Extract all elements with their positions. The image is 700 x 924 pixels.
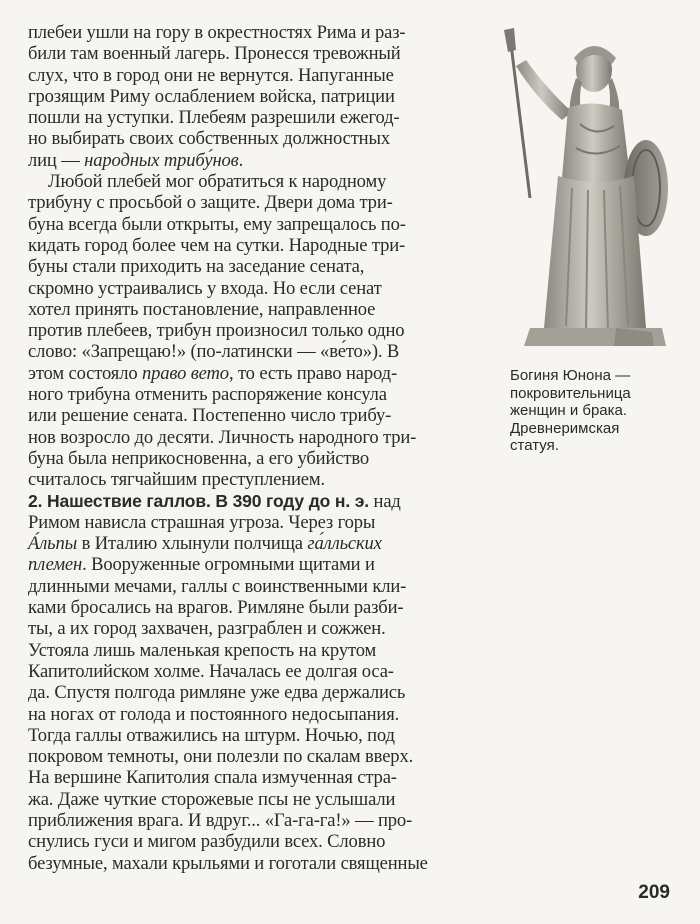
text-fragment: . Вооруженные огромными щитами и xyxy=(82,554,375,576)
text-line: ты, а их город захвачен, разграблен и сожжен. xyxy=(28,618,386,640)
caption-line: Богиня Юнона — xyxy=(510,367,631,384)
text-line: на ногах от голода и постоянного недосыпания. xyxy=(28,703,400,725)
text-line xyxy=(28,554,490,575)
text-line: На вершине Капитолия спала измученная стра- xyxy=(28,767,397,789)
text-line: Устояла лишь маленькая крепость на крутом xyxy=(28,639,377,661)
term-tribes: племен xyxy=(28,554,83,576)
text-fragment: . xyxy=(238,149,244,171)
page-number: 209 xyxy=(638,882,670,903)
term-veto-right: право вето xyxy=(141,362,229,384)
text-line: грозящим Риму ослаблением войска, патриции xyxy=(28,85,395,107)
caption-line: статуя. xyxy=(510,437,559,454)
text-line: пошли на уступки. Плебеям разрешили ежегод- xyxy=(28,107,400,129)
text-line: слово: «Запрещаю!» (по-латински — «ве́то»). В xyxy=(28,341,400,363)
text-line: буна всегда были открыты, ему запрещалось по- xyxy=(28,213,406,235)
text-line: Любой плебей мог обратиться к народному xyxy=(48,171,387,193)
text-line: Капитолийском холме. Началась ее долгая оса- xyxy=(28,660,394,682)
text-line: плебеи ушли на гору в окрестностях Рима и раз- xyxy=(28,22,406,43)
text-line: считалось тягчайшим преступлением. xyxy=(28,469,326,491)
text-line: кидать город более чем на сутки. Народные три- xyxy=(28,234,406,256)
juno-statue-image xyxy=(496,28,686,348)
text-line: против плебеев, трибун произносил только одно xyxy=(28,320,405,342)
figure-caption xyxy=(510,367,685,455)
text-line: били там военный лагерь. Пронесся тревожный xyxy=(28,43,401,65)
text-fragment: , то есть право народ- xyxy=(228,362,398,384)
text-fragment: лиц — xyxy=(28,149,85,171)
text-line: но выбирать своих собственных должностных xyxy=(28,128,390,150)
section-heading-line xyxy=(28,491,490,512)
text-line: безумные, махали крыльями и гоготали священные xyxy=(28,852,428,874)
text-line: Римом нависла страшная угроза. Через горы xyxy=(28,511,376,533)
text-fragment: над xyxy=(369,490,401,512)
caption-line: Древнеримская xyxy=(510,419,620,437)
text-line: да. Спустя полгода римляне уже едва держались xyxy=(28,682,406,704)
text-line: нов возросло до десяти. Личность народного три- xyxy=(28,426,417,448)
text-line xyxy=(28,533,490,554)
statue-illustration xyxy=(496,28,686,348)
text-line: снулись гуси и мигом разбудили всех. Словно xyxy=(28,831,386,853)
text-line: или решение сената. Постепенно число трибу- xyxy=(28,405,392,427)
text-line: буна была неприкосновенна, а его убийство xyxy=(28,447,370,469)
main-text-column xyxy=(28,22,490,874)
term-alps: А́льпы xyxy=(28,533,78,555)
text-line xyxy=(28,363,490,384)
text-line: приближения врага. И вдруг... «Га-га-га!» — про- xyxy=(28,809,413,831)
text-line: скромно устраивались у входа. Но если сенат xyxy=(28,277,382,299)
text-line: Тогда галлы отважились на штурм. Ночью, под xyxy=(28,724,395,746)
text-line: слух, что в город они не вернутся. Напуганные xyxy=(28,64,394,86)
text-fragment: этом состояло xyxy=(28,362,142,384)
term-gallic: га́лльских xyxy=(307,533,382,555)
text-line: длинными мечами, галлы с воинственными кли- xyxy=(28,575,407,597)
text-fragment: в Италию хлынули полчища xyxy=(77,533,308,555)
text-line: трибуну с просьбой о защите. Двери дома три- xyxy=(28,192,393,214)
text-line: покровом темноты, они полезли по скалам вверх. xyxy=(28,746,414,768)
text-line: ками бросались на врагов. Римляне были разби- xyxy=(28,597,404,619)
caption-line: женщин и брака. xyxy=(510,402,628,419)
text-line: хотел принять постановление, направленное xyxy=(28,298,376,320)
text-line xyxy=(28,150,490,171)
section-heading: 2. Нашествие галлов. В 390 году до н. э. xyxy=(28,490,370,511)
term-people-tribunes: народных трибу́нов xyxy=(84,149,239,171)
text-line: жа. Даже чуткие сторожевые псы не услышали xyxy=(28,788,396,810)
caption-line: покровительница xyxy=(510,384,631,402)
text-line: ного трибуна отменить распоряжение консула xyxy=(28,384,387,406)
text-line: буны стали приходить на заседание сената, xyxy=(28,256,365,278)
